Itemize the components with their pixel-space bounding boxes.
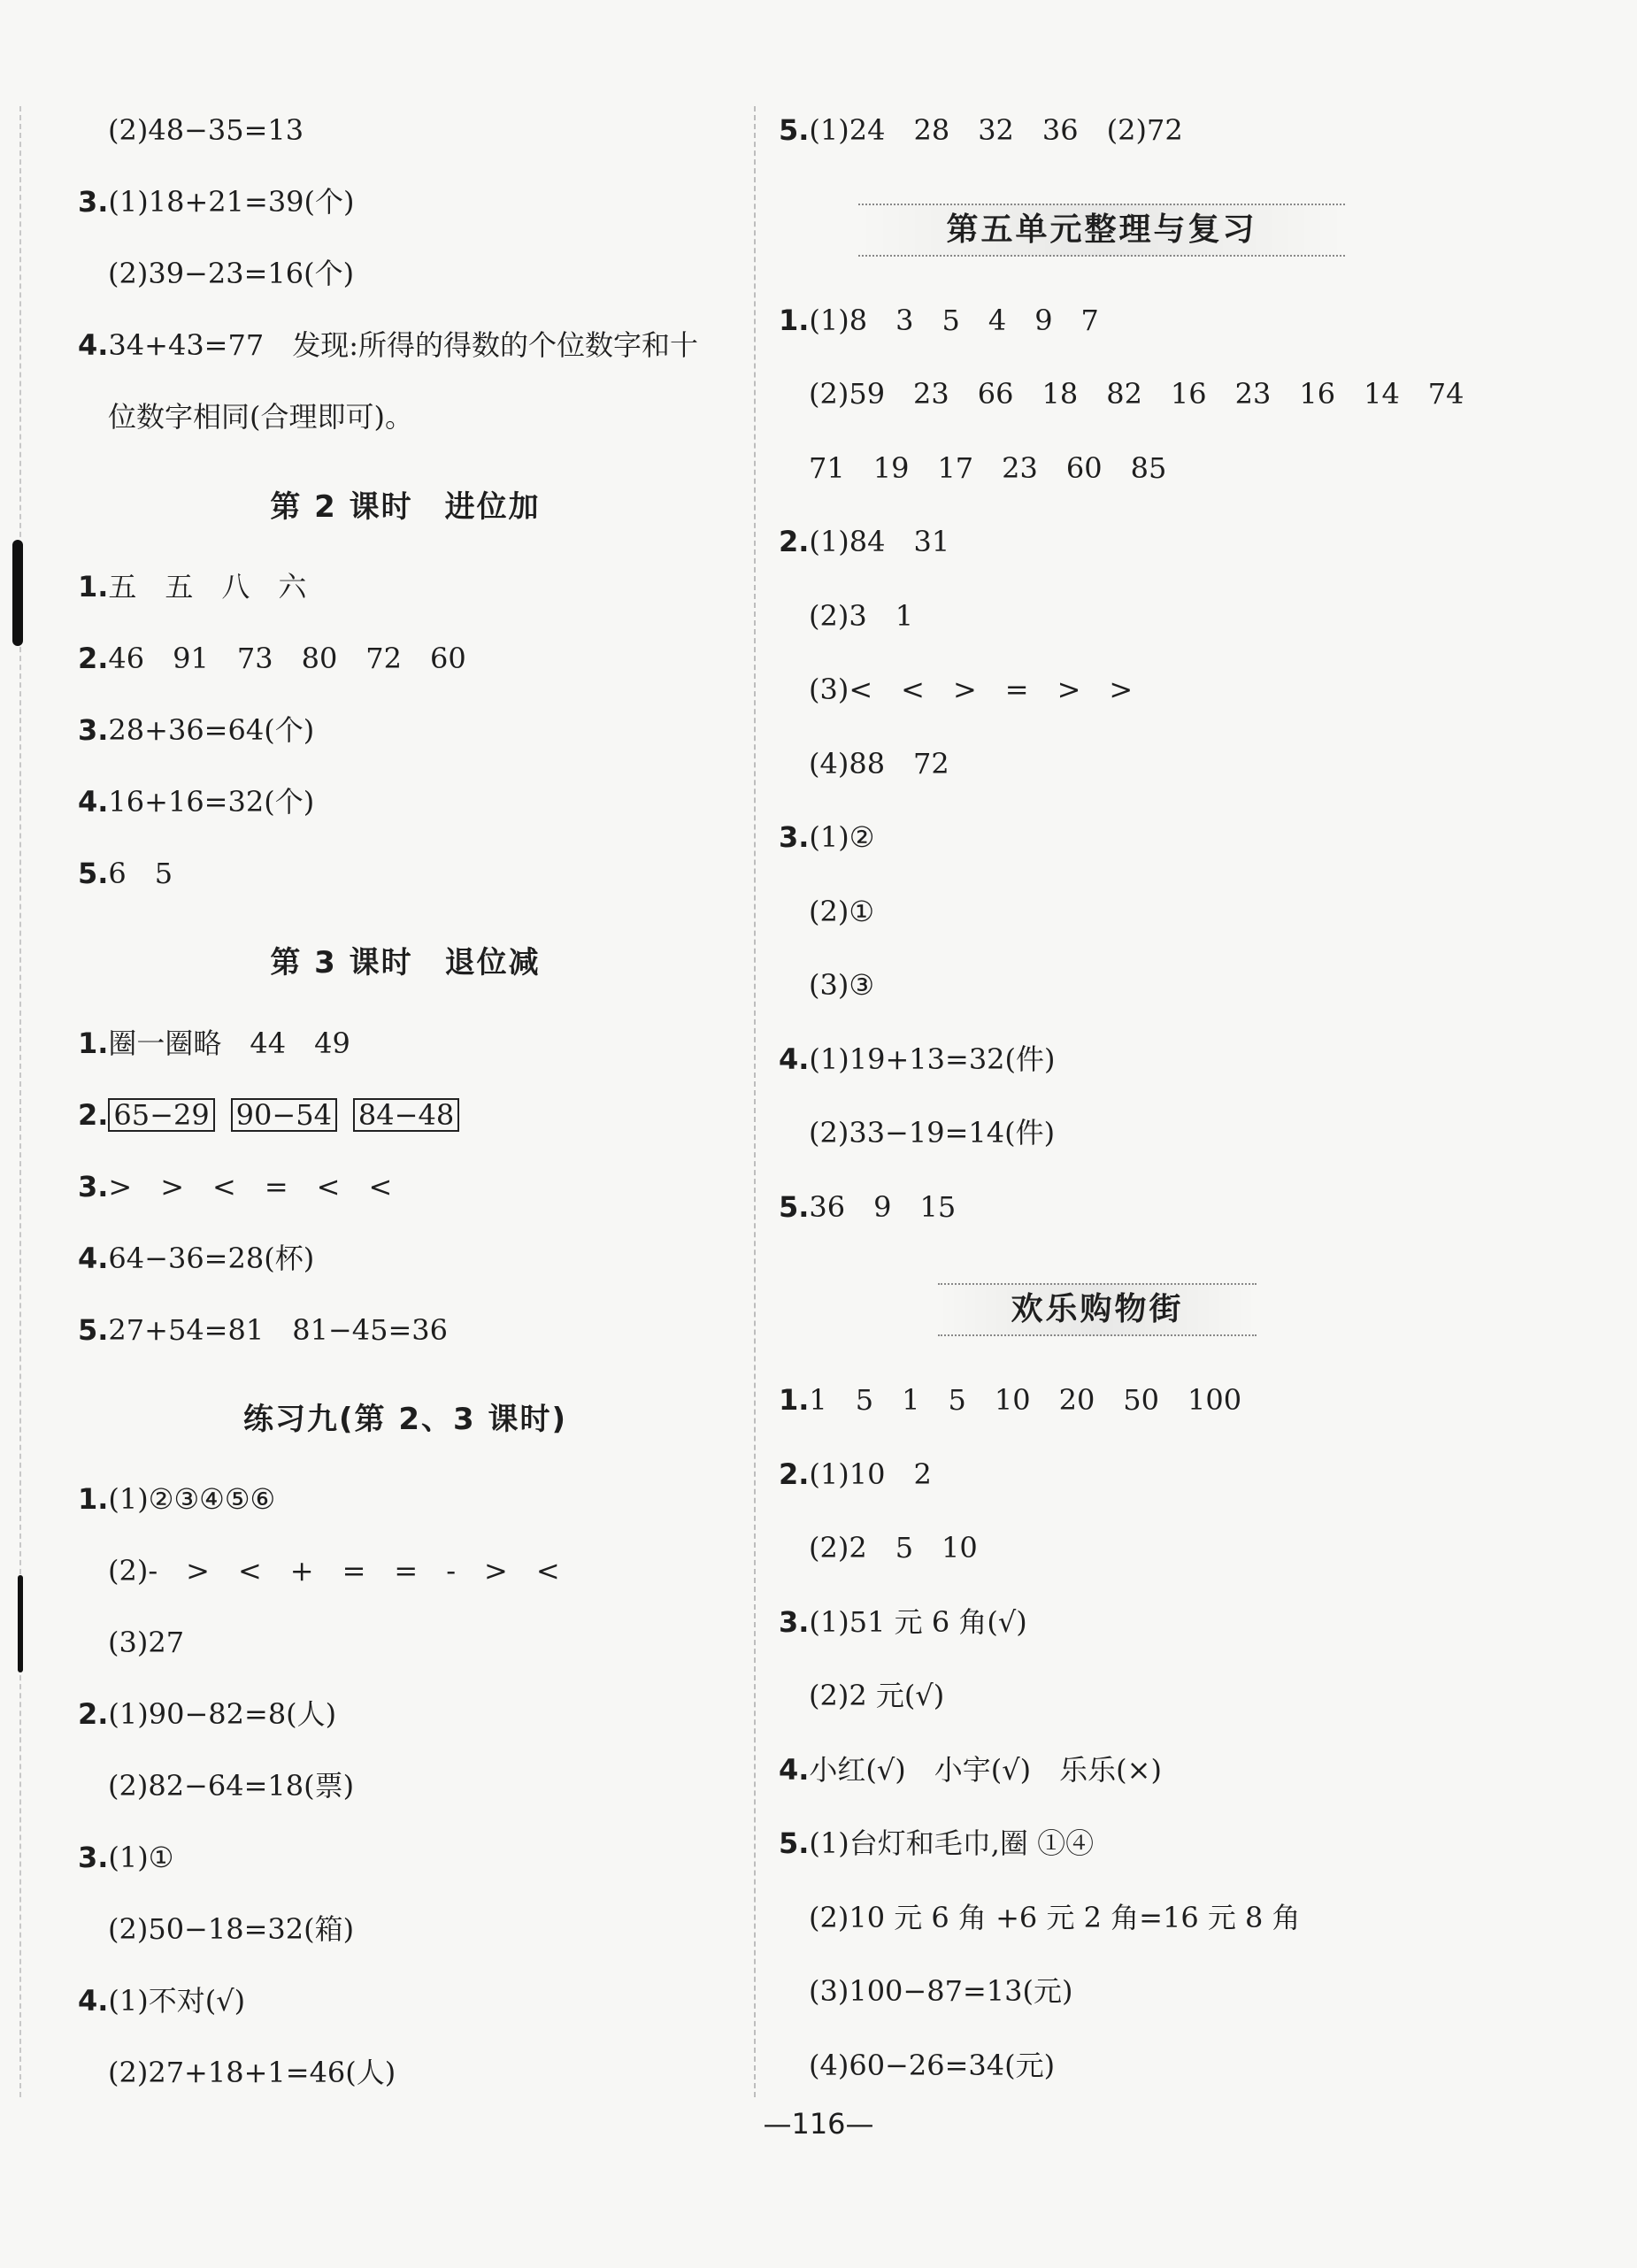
question-number: 4.	[779, 1042, 810, 1076]
answer-line: (2)48−35=13	[108, 113, 304, 147]
answer-line: (2)50−18=32(箱)	[108, 1912, 355, 1946]
answer-line: 4.64−36=28(杯)	[78, 1242, 315, 1275]
answer-line: (2)①	[809, 895, 875, 928]
answer-line: 4.(1)19+13=32(件)	[779, 1042, 1056, 1076]
question-number: 1.	[78, 570, 109, 604]
question-number: 2.	[779, 525, 810, 558]
answer-line: (4)88 72	[809, 747, 949, 780]
question-number: 3.	[78, 1841, 109, 1874]
section-banner: 欢乐购物街	[938, 1283, 1257, 1336]
answer-line: 3.(1)②	[779, 820, 875, 854]
section-heading: 练习九(第 2、3 课时)	[242, 1402, 568, 1437]
question-number: 4.	[78, 1984, 109, 2018]
answer-line: 2.46 91 73 80 72 60	[78, 642, 466, 675]
answer-line: (2)27+18+1=46(人)	[108, 2056, 396, 2089]
section-heading: 第 3 课时 退位减	[270, 945, 541, 980]
binding-edge-line	[19, 106, 21, 2097]
scan-mark	[18, 1575, 23, 1672]
question-number: 4.	[779, 1753, 810, 1787]
answer-line: (2)2 5 10	[809, 1531, 978, 1565]
answer-line: 3.(1)①	[78, 1841, 174, 1874]
answer-line: 1.(1)②③④⑤⑥	[78, 1482, 276, 1516]
answer-line: 1.圈一圈略 44 49	[78, 1026, 350, 1060]
answer-line: (2)- > < + = = - > <	[108, 1554, 560, 1588]
answer-line: (2)59 23 66 18 82 16 23 16 14 74	[809, 377, 1464, 411]
answer-line: 3.(1)51 元 6 角(√)	[779, 1605, 1027, 1639]
answer-line: (3)< < > = > >	[809, 673, 1134, 706]
question-number: 5.	[78, 1313, 109, 1347]
answer-line: 2.(1)90−82=8(人)	[78, 1697, 337, 1731]
answer-line: (2)10 元 6 角 +6 元 2 角=16 元 8 角	[809, 1901, 1301, 1934]
answer-line: 4.16+16=32(个)	[78, 785, 315, 819]
answer-line: 5.27+54=81 81−45=36	[78, 1313, 448, 1347]
question-number: 4.	[78, 328, 109, 362]
answer-line: 5.(1)24 28 32 36 (2)72	[779, 113, 1183, 147]
question-number: 4.	[78, 1242, 109, 1275]
answer-line: 3.28+36=64(个)	[78, 713, 315, 747]
answer-line	[78, 1097, 475, 1133]
question-number: 1.	[78, 1482, 109, 1516]
question-number: 2.	[78, 1098, 109, 1132]
question-number: 2.	[78, 642, 109, 675]
boxed-answer: 84−48	[353, 1098, 459, 1132]
answer-line: 1.五 五 八 六	[78, 570, 307, 604]
question-number: 3.	[78, 185, 109, 219]
question-number: 3.	[779, 820, 810, 854]
page-number: —116—	[763, 2107, 874, 2141]
question-number: 5.	[779, 113, 810, 147]
answer-line: 1.(1)8 3 5 4 9 7	[779, 304, 1099, 337]
question-number: 5.	[779, 1190, 810, 1224]
boxed-answer: 65−29	[108, 1098, 214, 1132]
answer-line: (2)33−19=14(件)	[809, 1116, 1056, 1149]
question-number: 5.	[78, 857, 109, 890]
question-number: 1.	[78, 1026, 109, 1060]
section-banner: 第五单元整理与复习	[858, 204, 1345, 257]
answer-line: (2)2 元(√)	[809, 1679, 945, 1712]
answer-line: 4.(1)不对(√)	[78, 1984, 246, 2018]
question-number: 3.	[78, 1170, 109, 1203]
answer-line: (2)39−23=16(个)	[108, 257, 355, 290]
question-number: 2.	[78, 1697, 109, 1731]
answer-line: 4.小红(√) 小宇(√) 乐乐(×)	[779, 1753, 1162, 1787]
answer-line: 3.(1)18+21=39(个)	[78, 185, 355, 219]
answer-line: 2.(1)10 2	[779, 1457, 932, 1491]
answer-line: 4.34+43=77 发现:所得的得数的个位数字和十	[78, 328, 698, 362]
question-number: 3.	[779, 1605, 810, 1639]
column-divider	[754, 106, 756, 2097]
question-number: 1.	[779, 1383, 810, 1417]
answer-line: 3.> > < = < <	[78, 1170, 393, 1203]
section-heading: 第 2 课时 进位加	[270, 489, 541, 525]
question-number: 3.	[78, 713, 109, 747]
question-number: 5.	[779, 1826, 810, 1860]
answer-line: 1.1 5 1 5 10 20 50 100	[779, 1383, 1242, 1417]
answer-line: 5.36 9 15	[779, 1190, 957, 1224]
question-number: 4.	[78, 785, 109, 819]
answer-line: (3)③	[809, 968, 875, 1002]
boxed-answer: 90−54	[231, 1098, 337, 1132]
scan-mark	[12, 540, 23, 646]
answer-line: (2)3 1	[809, 599, 914, 633]
answer-line: 5.(1)台灯和毛巾,圈 ①④	[779, 1826, 1095, 1860]
question-number: 1.	[779, 304, 810, 337]
answer-line: (4)60−26=34(元)	[809, 2049, 1056, 2082]
answer-line: 2.(1)84 31	[779, 525, 950, 558]
answer-line: 位数字相同(合理即可)。	[108, 400, 413, 434]
question-number: 2.	[779, 1457, 810, 1491]
answer-line: (3)100−87=13(元)	[809, 1974, 1073, 2008]
answer-line: (2)82−64=18(票)	[108, 1769, 355, 1803]
answer-line: 71 19 17 23 60 85	[809, 451, 1167, 485]
answer-line: (3)27	[108, 1626, 185, 1659]
answer-line: 5.6 5	[78, 857, 173, 890]
